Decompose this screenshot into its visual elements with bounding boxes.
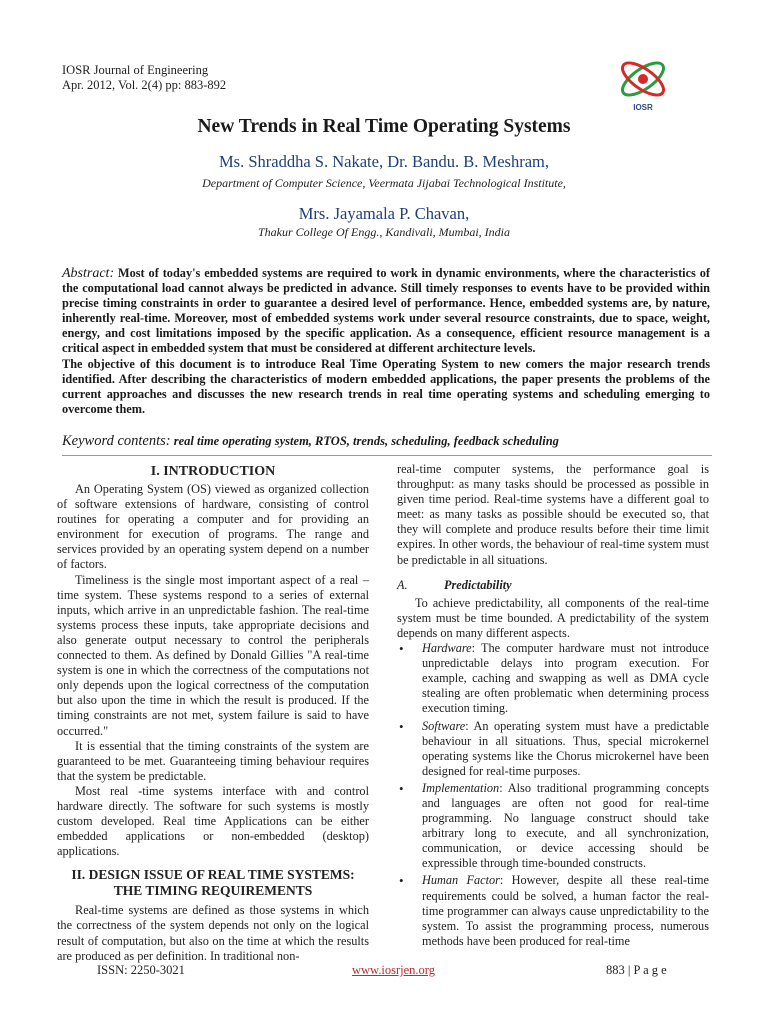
footer-issn: ISSN: 2250-3021 xyxy=(97,963,185,977)
footer-url-link[interactable]: www.iosrjen.org xyxy=(352,963,435,977)
list-item xyxy=(397,641,709,716)
paper-title: New Trends in Real Time Operating Systems xyxy=(197,116,571,137)
keywords-text: real time operating system, RTOS, trends, scheduling, feedback scheduling xyxy=(173,434,559,448)
bullet-text: : Also traditional programming concepts and languages are often not good for real-time programming. No language construct should take arbitrary long to execute, and all synchronization, communication, or device accessing should be expressible through time-bounded constructs. xyxy=(422,780,709,871)
paragraph: An Operating System (OS) viewed as organized collection of software extensions of hardware, consisting of control routines for operating a computer and for providing an environment for execution of programs. The range and services provided by an operating system depend on a number of factors. xyxy=(57,482,369,572)
bullet-icon: • xyxy=(399,780,404,796)
bullet-icon: • xyxy=(399,641,404,657)
abstract xyxy=(62,266,710,417)
bullet-icon: • xyxy=(399,873,404,889)
authors-line-1: Ms. Shraddha S. Nakate, Dr. Bandu. B. Meshram, xyxy=(219,152,549,171)
subsection-heading-predictability xyxy=(397,578,709,593)
iosr-logo xyxy=(612,52,674,114)
bullet-icon: • xyxy=(399,718,404,734)
bullet-term: Implementation xyxy=(422,780,500,795)
abstract-label: Abstract: xyxy=(62,266,115,281)
right-column xyxy=(397,462,709,951)
journal-issue: Apr. 2012, Vol. 2(4) pp: 883-892 xyxy=(62,78,227,92)
abstract-para-1: Most of today's embedded systems are required to work in dynamic environments, where the characteristics of the computational load cannot always be predicted in advance. Still timely responses to events have to be provided within precise timing constraints in order to guarantee a desired level of performance. Hence, embedded systems are, by nature, inherently real-time. Moreover, most of embedded systems work under several resource constraints, due to space, weight, energy, and cost limitations imposed by the specific application. As a consequence, efficient resource management is a critical aspect in embedded system that must be considered at different architecture levels. xyxy=(62,266,710,356)
section-heading-design-issue xyxy=(57,867,369,899)
section-heading-line: THE TIMING REQUIREMENTS xyxy=(113,883,313,899)
subsection-title: Predictability xyxy=(444,577,512,592)
paragraph: It is essential that the timing constraints of the system are guaranteed to be met. Guaranteeing timing behaviour requires that the system be predictable. xyxy=(57,738,369,783)
list-item xyxy=(397,719,709,779)
footer-page-number: 883 | P a g e xyxy=(606,963,667,977)
subsection-number: A. xyxy=(397,577,408,592)
paragraph: real-time computer systems, the performance goal is throughput: as many tasks should be processed as possible in given time period. Real-time systems have a different goal to meet: as many tasks as possible should be executed so, that they will complete and produce results before their time limit expires. In other words, the behaviour of real-time system must be predictable in all situations. xyxy=(397,462,709,567)
paragraph: To achieve predictability, all components of the real-time system must be time bounded. A predictability of the system depends on many different aspects. xyxy=(397,595,709,640)
logo-text: IOSR xyxy=(633,103,653,112)
keywords-label: Keyword contents: xyxy=(62,433,171,449)
list-item xyxy=(397,873,709,948)
bullet-term: Software xyxy=(422,718,466,733)
section-heading-line: II. DESIGN ISSUE OF REAL TIME SYSTEMS: xyxy=(71,867,355,883)
section-heading-introduction: I. INTRODUCTION xyxy=(150,464,276,479)
journal-name: IOSR Journal of Engineering xyxy=(62,63,209,77)
affiliation-2: Thakur College Of Engg., Kandivali, Mumbai, India xyxy=(258,225,510,239)
bullet-term: Hardware xyxy=(422,641,472,656)
divider xyxy=(62,455,712,456)
list-item xyxy=(397,781,709,872)
left-column xyxy=(57,462,369,964)
paragraph: Timeliness is the single most important aspect of a real – time system. These systems respond to a series of external inputs, which arrive in an unpredictable fashion. The real-time systems process these inputs, take appropriate decisions and also generate output necessary to control the peripherals connected to them. As defined by Donald Gillies "A real-time system is one in which the correctness of the computations not only depends upon the logical correctness of the computation but also upon the time in which the result is produced. If the timing constraints are not met, system failure is said to have occurred." xyxy=(57,572,369,738)
journal-header xyxy=(62,63,226,93)
keywords xyxy=(62,433,722,450)
bullet-text: : However, despite all these real-time requirements could be solved, a human factor the real-time programmer can always cause unpredictability to the system. To assist the programming process, numerous methods have been produced for real-time xyxy=(422,873,709,948)
authors-line-2: Mrs. Jayamala P. Chavan, xyxy=(298,204,470,223)
paragraph: Real-time systems are defined as those systems in which the correctness of the system depends not only on the logical result of computation, but also on the time at which the results are produced as per definition. In traditional non- xyxy=(57,903,369,963)
bullet-term: Human Factor xyxy=(422,873,500,888)
paragraph: Most real -time systems interface with and control hardware directly. The software for such systems is mostly custom developed. Real time Applications can be either embedded applications or non-embedded (desktop) applications. xyxy=(57,783,369,859)
bullet-text: : An operating system must have a predictable behaviour in all situations. Thus, special microkernel operating systems like the Chorus microkernel have been designed for real-time purposes. xyxy=(422,718,709,778)
affiliation-1: Department of Computer Science, Veermata Jijabai Technological Institute, xyxy=(202,176,566,190)
bullet-list xyxy=(397,641,709,949)
bullet-text: : The computer hardware must not introduce unpredictable delays into program execution. For example, caching and swapping as well as DMA cycle stealing are often problematic when determining process execution timing. xyxy=(422,641,709,716)
abstract-para-2: The objective of this document is to introduce Real Time Operating System to new comers the major research trends identified. After describing the characteristics of modern embedded applications, the paper presents the problems of the current approaches and discusses the new research trends in real time operating systems and scheduling emerging to overcome them. xyxy=(62,356,710,416)
